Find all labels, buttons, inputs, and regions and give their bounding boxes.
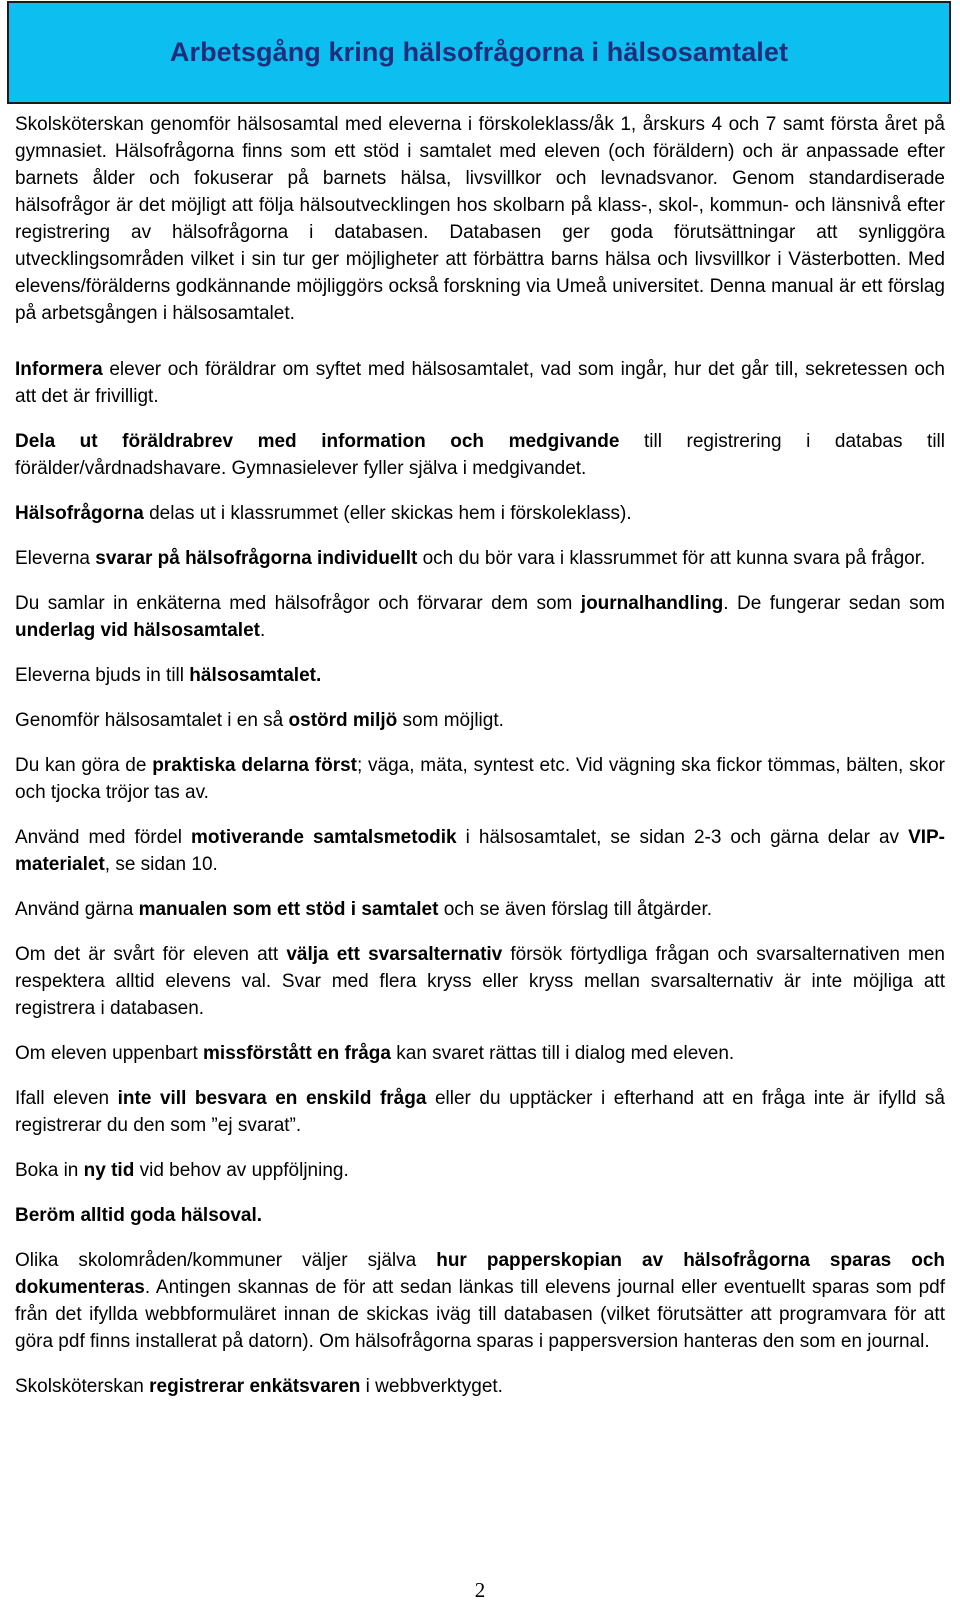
step-paragraph [15, 428, 945, 482]
bold-text: praktiska delarna först [152, 755, 357, 776]
text-run: . Antingen skannas de för att sedan länkas till elevens journal eller eventuellt sparas som pdf från det ifyllda webbformuläret innan de skickas iväg till databasen (vilket förutsätter att programvara för att göra pdf finns installerat på datorn). Om hälsofrågorna sparas i pappersversion hanteras den som en journal. [15, 1277, 945, 1352]
bold-text: manualen som ett stöd i samtalet [138, 899, 439, 920]
text-run: i webbverktyget. [360, 1376, 503, 1397]
step-paragraph [15, 707, 945, 734]
text-run: . [259, 620, 266, 641]
bold-text: ny tid [83, 1160, 135, 1181]
text-run: till registrering i databas till förälder/vårdnadshavare. Gymnasielever fyller själva i medgivandet. [15, 431, 945, 479]
step-paragraph [15, 356, 945, 410]
text-run: Genomför hälsosamtalet i en så [15, 710, 289, 731]
step-paragraph [15, 1157, 945, 1184]
text-run: . De fungerar sedan som [723, 593, 945, 614]
text-run: elever och föräldrar om syftet med hälsosamtalet, vad som ingår, hur det går till, sekretessen och att det är frivilligt. [15, 359, 945, 407]
bold-text: ostörd miljö [288, 710, 398, 731]
text-run: som möjligt. [397, 710, 504, 731]
text-run: Använd gärna [15, 899, 139, 920]
text-run: och du bör vara i klassrummet för att kunna svara på frågor. [417, 548, 926, 569]
bold-text: hälsosamtalet. [189, 665, 322, 686]
step-paragraph [15, 1373, 945, 1400]
intro-paragraph: Skolsköterskan genomför hälsosamtal med eleverna i förskoleklass/åk 1, årskurs 4 och 7 samt första året på gymnasiet. Hälsofrågorna finns som ett stöd i samtalet med eleven (och föräldern) och är anpassade efter barnets ålder och fokuserar på barnets hälsa, livsvillkor och levnadsvanor. Genom standardiserade hälsofrågor är det möjligt att följa hälsoutvecklingen hos skolbarn på klass-, skol-, kommun- och länsnivå efter registrering av hälsofrågorna i databasen. Databasen ger goda förutsättningar att synliggöra utvecklingsområden vilket i sin tur ger möjligheter att förbättra barns hälsa och livsvillkor i Västerbotten. Med elevens/förälderns godkännande möjliggörs också forskning via Umeå universitet. Denna manual är ett förslag på arbetsgången i hälsosamtalet. [15, 114, 945, 324]
bold-text: VIP-materialet [15, 827, 946, 875]
step-paragraph [15, 545, 945, 572]
bold-text: Hälsofrågorna [15, 503, 144, 524]
step-paragraph [15, 1085, 945, 1139]
text-run: Olika skolområden/kommuner väljer själva [15, 1250, 437, 1271]
bold-text: svarar på hälsofrågorna individuellt [95, 548, 418, 569]
text-run: Eleverna bjuds in till [15, 665, 190, 686]
text-run: Om eleven uppenbart [15, 1043, 204, 1064]
text-run: Eleverna [15, 548, 96, 569]
text-run: vid behov av uppföljning. [134, 1160, 349, 1181]
step-paragraph [15, 1202, 945, 1229]
step-paragraph [15, 896, 945, 923]
step-paragraph [15, 662, 945, 689]
text-run: Du kan göra de [15, 755, 153, 776]
text-run: och se även förslag till åtgärder. [438, 899, 712, 920]
bold-text: motiverande samtalsmetodik [191, 827, 457, 848]
bold-text: Informera [15, 359, 103, 380]
step-list [15, 356, 945, 1400]
text-run: Använd med fördel [15, 827, 191, 848]
bold-text: registrerar enkätsvaren [149, 1376, 361, 1397]
text-run: i hälsosamtalet, se sidan 2-3 och gärna delar av [456, 827, 909, 848]
title-banner [7, 1, 951, 104]
text-run: delas ut i klassrummet (eller skickas hem i förskoleklass). [143, 503, 632, 524]
text-run: kan svaret rättas till i dialog med eleven. [390, 1043, 735, 1064]
text-run: Boka in [15, 1160, 84, 1181]
text-run: eller du upptäcker i efterhand att en fråga inte är ifylld så registrerar du den som ”ej svarat”. [15, 1088, 945, 1136]
page-number: 2 [474, 1578, 486, 1602]
text-run: , se sidan 10. [104, 854, 218, 875]
bold-text: hur papperskopian av hälsofrågorna sparas och dokumenteras [15, 1250, 946, 1298]
page-title: Arbetsgång kring hälsofrågorna i hälsosamtalet [169, 37, 789, 67]
bold-text: Dela ut föräldrabrev med information och medgivande [15, 431, 620, 452]
bold-text: journalhandling [580, 593, 724, 614]
step-paragraph [15, 500, 945, 527]
bold-text: Beröm alltid goda hälsoval. [15, 1205, 263, 1226]
step-paragraph [15, 1247, 945, 1355]
text-run: Ifall eleven [15, 1088, 118, 1109]
step-paragraph [15, 941, 945, 1022]
bold-text: underlag vid hälsosamtalet [15, 620, 260, 641]
text-run: Skolsköterskan [15, 1376, 150, 1397]
text-run: Du samlar in enkäterna med hälsofrågor och förvarar dem som [15, 593, 581, 614]
bold-text: missförstått en fråga [203, 1043, 391, 1064]
text-run: Om det är svårt för eleven att [15, 944, 287, 965]
text-run: ; väga, mäta, syntest etc. Vid vägning ska fickor tömmas, bälten, skor och tjocka tröjor tas av. [15, 755, 945, 803]
bold-text: inte vill besvara en enskild fråga [117, 1088, 427, 1109]
bold-text: välja ett svarsalternativ [286, 944, 503, 965]
text-run: försök förtydliga frågan och svarsalternativen men respektera alltid elevens val. Svar med flera kryss eller kryss mellan svarsalternativ är inte möjliga att registrera i databasen. [15, 944, 945, 1019]
step-paragraph [15, 1040, 945, 1067]
document-body [15, 111, 945, 1418]
step-paragraph [15, 752, 945, 806]
step-paragraph [15, 590, 945, 644]
step-paragraph [15, 824, 945, 878]
